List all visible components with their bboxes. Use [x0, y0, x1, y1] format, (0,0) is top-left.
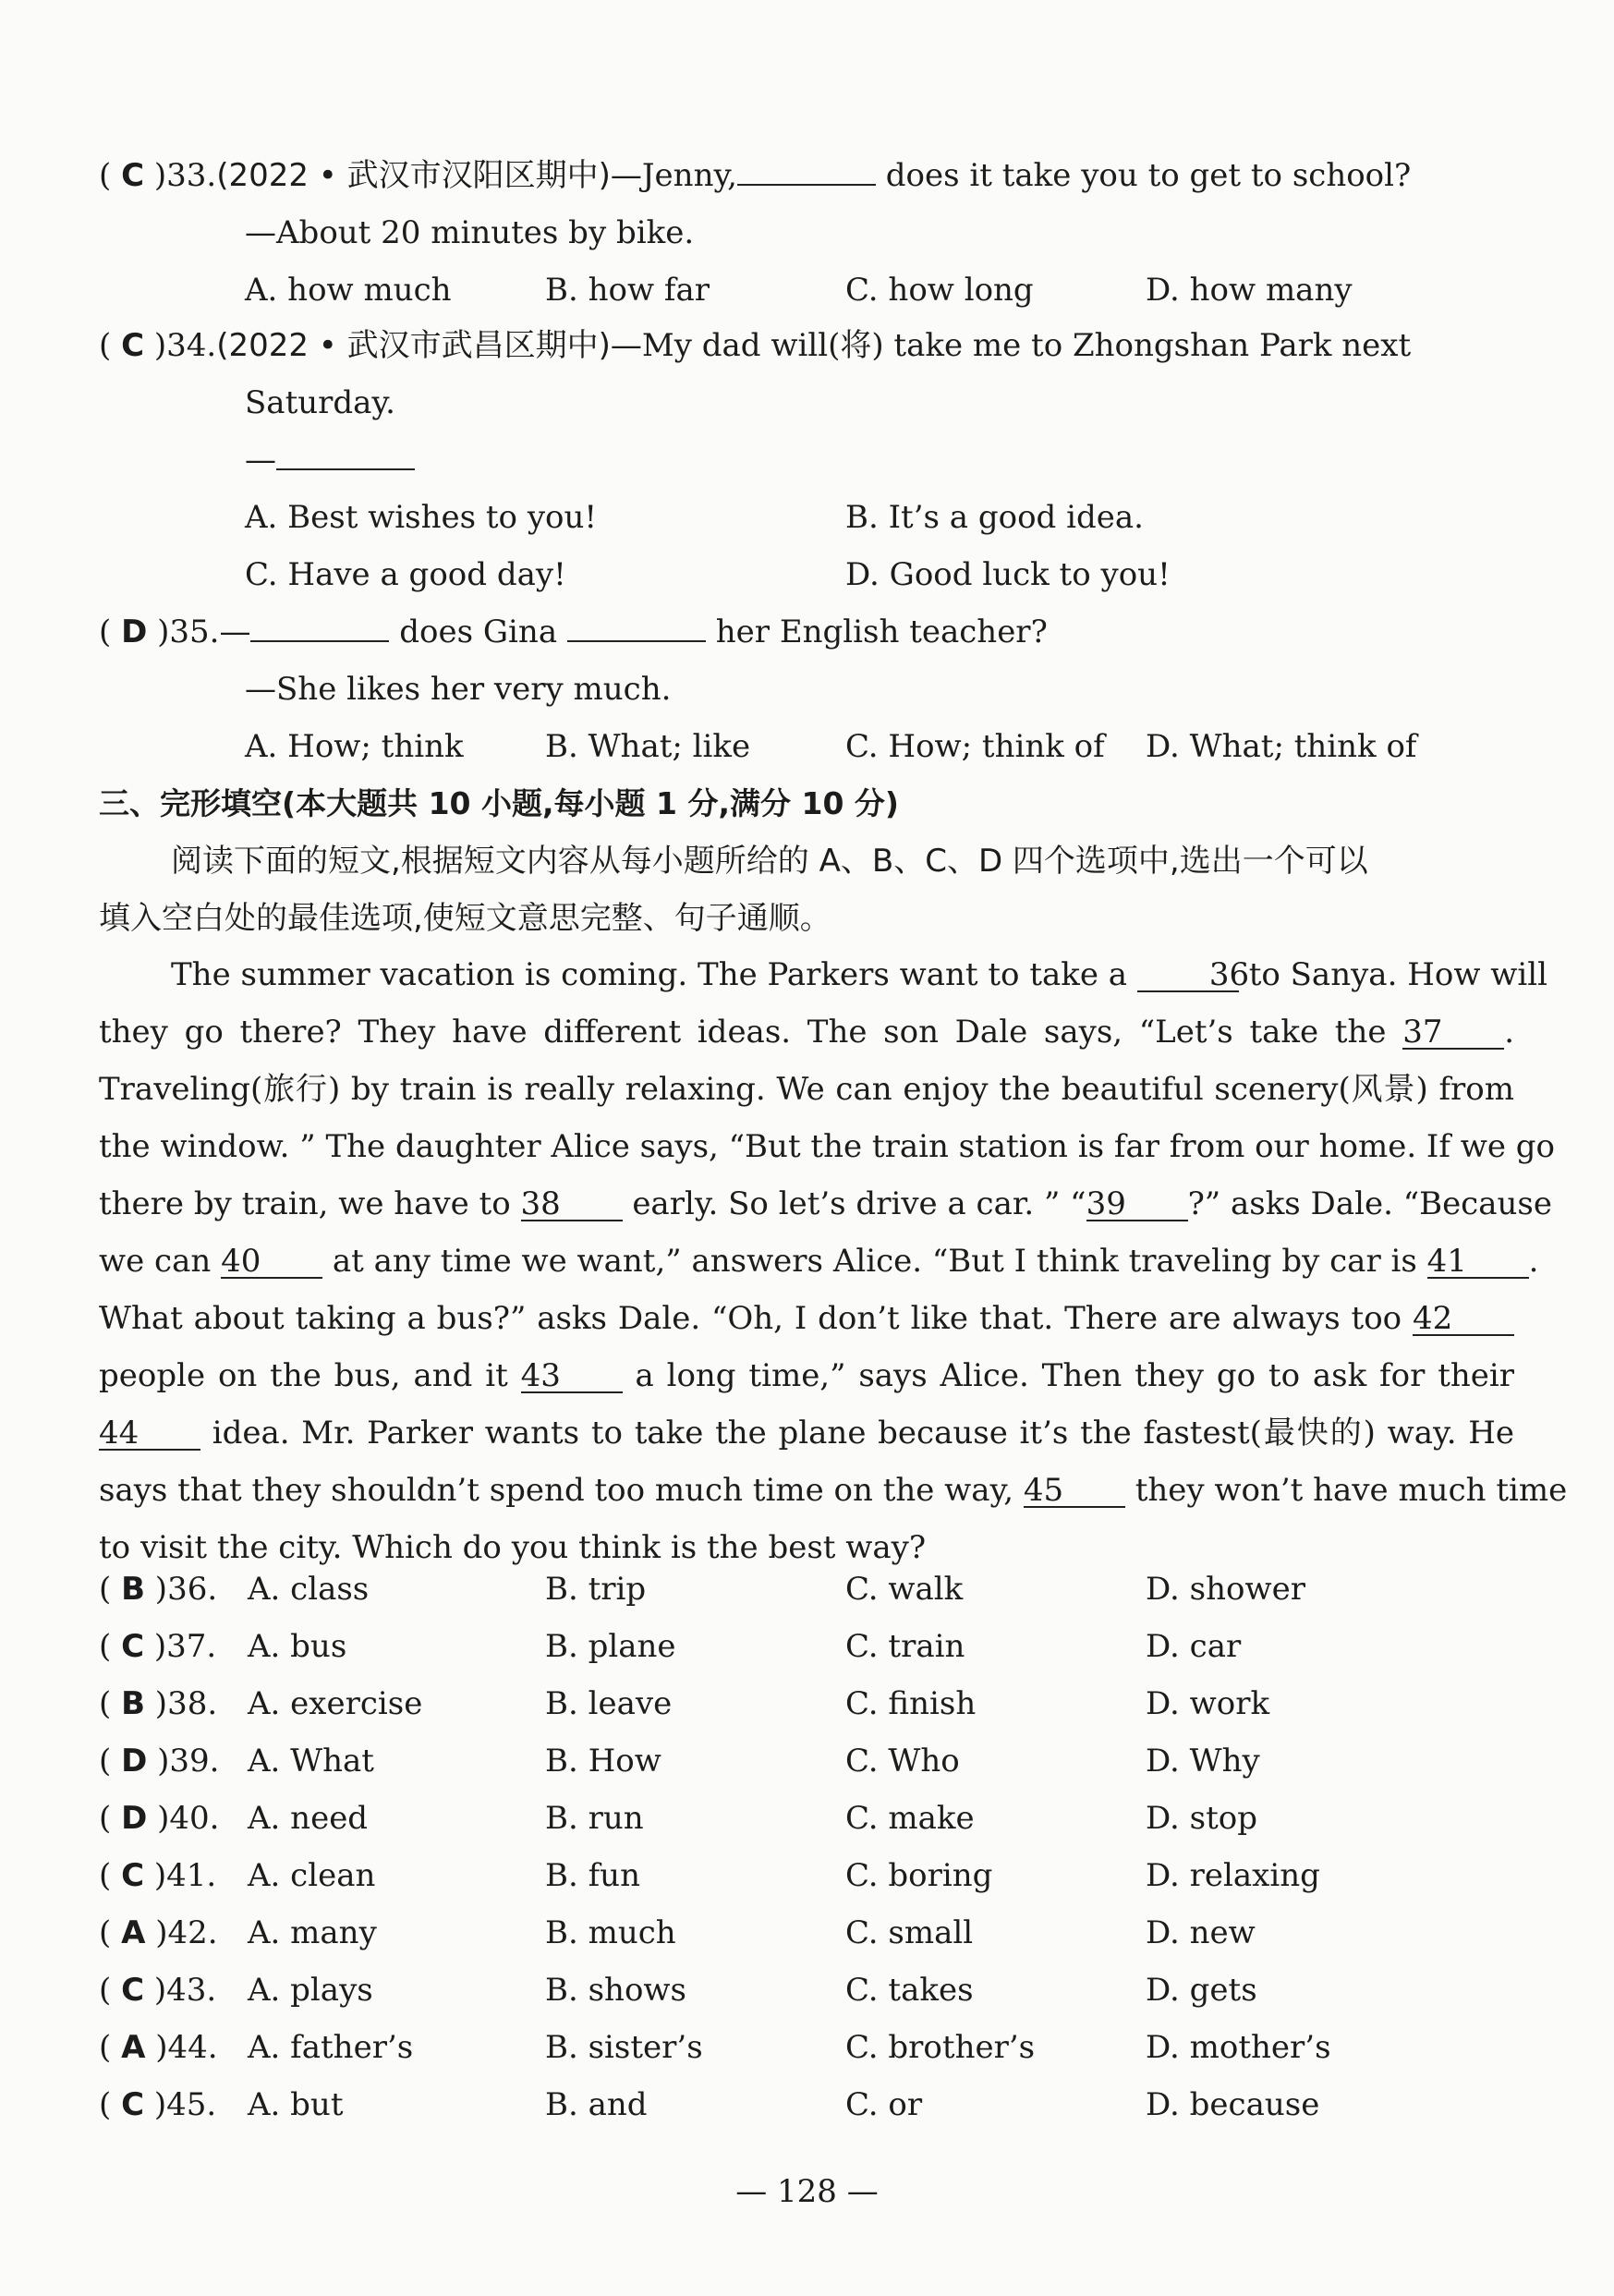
answer-mark: C	[121, 1628, 145, 1665]
passage-line	[99, 946, 1547, 1003]
option-a: A. How; think	[245, 728, 464, 765]
cloze-question-row: ( C )45.	[99, 2086, 217, 2123]
cloze-question-row: ( D )40.	[99, 1800, 220, 1837]
cloze-blank-38: 38	[521, 1188, 623, 1221]
option-d: D. relaxing	[1146, 1857, 1320, 1894]
question-number: 38.	[167, 1685, 218, 1722]
question-number: 40.	[169, 1800, 220, 1837]
question-number: 39.	[169, 1743, 220, 1780]
answer-mark: C	[121, 157, 145, 194]
question-stem: does it take you to get to school?	[885, 157, 1412, 194]
section-heading: 三、完形填空(本大题共 10 小题,每小题 1 分,满分 10 分)	[99, 785, 899, 821]
option-d: D. stop	[1146, 1800, 1258, 1837]
cloze-blank-43: 43	[521, 1360, 623, 1393]
passage-line: Traveling(旅行) by train is really relaxing. We can enjoy the beautiful scenery(风景) from	[99, 1071, 1514, 1108]
answer-mark: C	[121, 2086, 145, 2123]
question-source: (2022 • 武汉市武昌区期中)	[216, 327, 611, 364]
passage-text: .	[1528, 1243, 1539, 1280]
option-a: A. need	[248, 1800, 369, 1837]
answer-blank	[737, 184, 876, 186]
question-stem: does Gina	[399, 613, 558, 650]
option-b: B. plane	[545, 1628, 676, 1665]
option-d: D. because	[1146, 2086, 1320, 2123]
answer-mark: A	[121, 2029, 146, 2066]
answer-mark: C	[121, 1972, 145, 2009]
option-c: C. finish	[845, 1685, 977, 1722]
cloze-blank-41: 41	[1427, 1245, 1529, 1279]
option-a: A. many	[248, 1914, 377, 1951]
option-b: B. trip	[545, 1571, 647, 1608]
option-c: C. how long	[845, 272, 1034, 309]
question-number: 33.	[166, 157, 217, 194]
option-b: B. It’s a good idea.	[845, 499, 1144, 536]
answer-mark: C	[121, 327, 145, 364]
cloze-blank-39: 39	[1086, 1188, 1188, 1221]
option-b: B. What; like	[545, 728, 751, 765]
passage-text: we can	[99, 1243, 212, 1280]
section-instruction: 阅读下面的短文,根据短文内容从每小题所给的 A、B、C、D 四个选项中,选出一个可以	[171, 843, 1368, 880]
option-a: A. father’s	[248, 2029, 414, 2066]
passage-text: they won’t have much time	[1135, 1472, 1568, 1509]
question-number: 36.	[167, 1571, 218, 1608]
option-b: B. run	[545, 1800, 644, 1837]
answer-mark: D	[121, 613, 148, 650]
cloze-question-row: ( B )38.	[99, 1685, 218, 1722]
cloze-blank-36: 36	[1137, 959, 1239, 992]
option-a: A. Best wishes to you!	[245, 499, 598, 536]
passage-line: to visit the city. Which do you think is the best way?	[99, 1529, 927, 1566]
option-b: B. and	[545, 2086, 648, 2123]
cloze-question-row: ( C )37.	[99, 1628, 217, 1665]
reply-dash: —	[245, 442, 276, 479]
passage-text: .	[1504, 1014, 1514, 1051]
question-stem: —My dad will(将) take me to Zhongshan Park next	[610, 327, 1412, 364]
page-number: — 128 —	[735, 2173, 879, 2210]
option-b: B. How	[545, 1743, 661, 1780]
question-stem: —Jenny,	[610, 157, 737, 194]
passage-text: a long time,” says Alice. Then they go to ask for their	[635, 1357, 1514, 1394]
answer-mark: D	[121, 1800, 148, 1837]
passage-text: says that they shouldn’t spend too much time on the way,	[99, 1472, 1014, 1509]
option-a: A. plays	[248, 1972, 373, 2009]
question-stem: —	[219, 613, 251, 650]
option-c: C. or	[845, 2086, 923, 2123]
option-c: C. Who	[845, 1743, 960, 1780]
cloze-blank-44: 44	[99, 1417, 200, 1451]
answer-mark: B	[121, 1571, 145, 1608]
option-b: B. how far	[545, 272, 710, 309]
passage-line	[99, 1175, 1552, 1233]
answer-blank	[250, 640, 389, 642]
cloze-question-row: ( C )41.	[99, 1857, 217, 1894]
passage-line	[99, 1003, 1514, 1061]
answer-mark: B	[121, 1685, 145, 1722]
option-a: A. how much	[245, 272, 452, 309]
question-33-reply: —About 20 minutes by bike.	[245, 214, 695, 251]
option-c: C. How; think of	[845, 728, 1105, 765]
option-c: C. train	[845, 1628, 965, 1665]
passage-line: the window. ” The daughter Alice says, “But the train station is far from our home. If we go	[99, 1128, 1556, 1165]
question-stem: her English teacher?	[715, 613, 1048, 650]
question-33-line: ( C )33.(2022 • 武汉市汉阳区期中)—Jenny, does it take you to get to school?	[99, 157, 1412, 194]
passage-text: to Sanya. How will	[1248, 956, 1547, 993]
option-a: A. What	[248, 1743, 374, 1780]
option-c: C. brother’s	[845, 2029, 1036, 2066]
option-c: C. Have a good day!	[245, 556, 566, 593]
cloze-question-row: ( A )42.	[99, 1914, 218, 1951]
option-d: D. Good luck to you!	[845, 556, 1171, 593]
question-35-line: ( D )35.— does Gina her English teacher?	[99, 613, 1048, 650]
passage-line	[99, 1462, 1568, 1519]
question-number: 44.	[167, 2029, 218, 2066]
option-d: D. gets	[1146, 1972, 1257, 2009]
option-d: D. new	[1146, 1914, 1256, 1951]
question-number: 35.	[169, 613, 220, 650]
option-b: B. sister’s	[545, 2029, 703, 2066]
option-a: A. but	[248, 2086, 344, 2123]
cloze-question-row: ( B )36.	[99, 1571, 218, 1608]
option-d: D. work	[1146, 1685, 1270, 1722]
cloze-blank-37: 37	[1402, 1016, 1504, 1050]
passage-text: idea. Mr. Parker wants to take the plane because it’s the fastest(最快的) way. He	[212, 1415, 1514, 1452]
question-source: (2022 • 武汉市汉阳区期中)	[216, 157, 611, 194]
cloze-passage	[99, 946, 1568, 1576]
question-34-stem-cont: Saturday.	[245, 384, 395, 421]
option-b: B. much	[545, 1914, 676, 1951]
section-instruction: 填入空白处的最佳选项,使短文意思完整、句子通顺。	[99, 900, 831, 937]
option-c: C. boring	[845, 1857, 993, 1894]
option-c: C. walk	[845, 1571, 964, 1608]
passage-text: there by train, we have to	[99, 1185, 511, 1222]
question-number: 41.	[166, 1857, 217, 1894]
question-number: 45.	[166, 2086, 217, 2123]
cloze-blank-40: 40	[221, 1245, 322, 1279]
question-number: 37.	[166, 1628, 217, 1665]
option-d: D. mother’s	[1146, 2029, 1331, 2066]
option-a: A. class	[248, 1571, 370, 1608]
answer-mark: A	[121, 1914, 146, 1951]
passage-text: What about taking a bus?” asks Dale. “Oh, I don’t like that. There are always too	[99, 1300, 1402, 1337]
option-d: D. Why	[1146, 1743, 1260, 1780]
answer-blank	[276, 468, 415, 470]
option-b: B. shows	[545, 1972, 686, 2009]
option-a: A. clean	[248, 1857, 376, 1894]
cloze-blank-45: 45	[1024, 1475, 1125, 1508]
passage-line	[99, 1233, 1539, 1290]
passage-line	[99, 1404, 1514, 1462]
option-d: D. car	[1146, 1628, 1242, 1665]
question-34-line: ( C )34.(2022 • 武汉市武昌区期中)—My dad will(将) take me to Zhongshan Park next	[99, 327, 1412, 364]
passage-text: The summer vacation is coming. The Parkers want to take a	[171, 956, 1128, 993]
option-b: B. fun	[545, 1857, 640, 1894]
option-c: C. takes	[845, 1972, 974, 2009]
answer-mark: C	[121, 1857, 145, 1894]
option-c: C. small	[845, 1914, 974, 1951]
option-a: A. bus	[248, 1628, 347, 1665]
option-b: B. leave	[545, 1685, 673, 1722]
question-number: 43.	[166, 1972, 217, 2009]
passage-line	[99, 1347, 1514, 1404]
cloze-question-row: ( D )39.	[99, 1743, 220, 1780]
option-c: C. make	[845, 1800, 975, 1837]
question-number: 42.	[167, 1914, 218, 1951]
option-a: A. exercise	[248, 1685, 423, 1722]
passage-text: early. So let’s drive a car. ” “	[632, 1185, 1086, 1222]
passage-text: ?” asks Dale. “Because	[1187, 1185, 1552, 1222]
cloze-question-row: ( A )44.	[99, 2029, 218, 2066]
question-34-reply	[245, 442, 415, 479]
cloze-blank-42: 42	[1413, 1303, 1514, 1336]
option-d: D. how many	[1146, 272, 1353, 309]
option-d: D. What; think of	[1146, 728, 1417, 765]
answer-blank	[567, 640, 706, 642]
passage-text: they go there? They have different ideas. The son Dale says, “Let’s take the	[99, 1014, 1387, 1051]
question-number: 34.	[166, 327, 217, 364]
option-d: D. shower	[1146, 1571, 1305, 1608]
passage-text: at any time we want,” answers Alice. “But I think traveling by car is	[332, 1243, 1417, 1280]
question-35-reply: —She likes her very much.	[245, 671, 672, 708]
passage-line	[99, 1290, 1514, 1347]
cloze-question-row: ( C )43.	[99, 1972, 217, 2009]
answer-mark: D	[121, 1743, 148, 1780]
passage-text: people on the bus, and it	[99, 1357, 508, 1394]
